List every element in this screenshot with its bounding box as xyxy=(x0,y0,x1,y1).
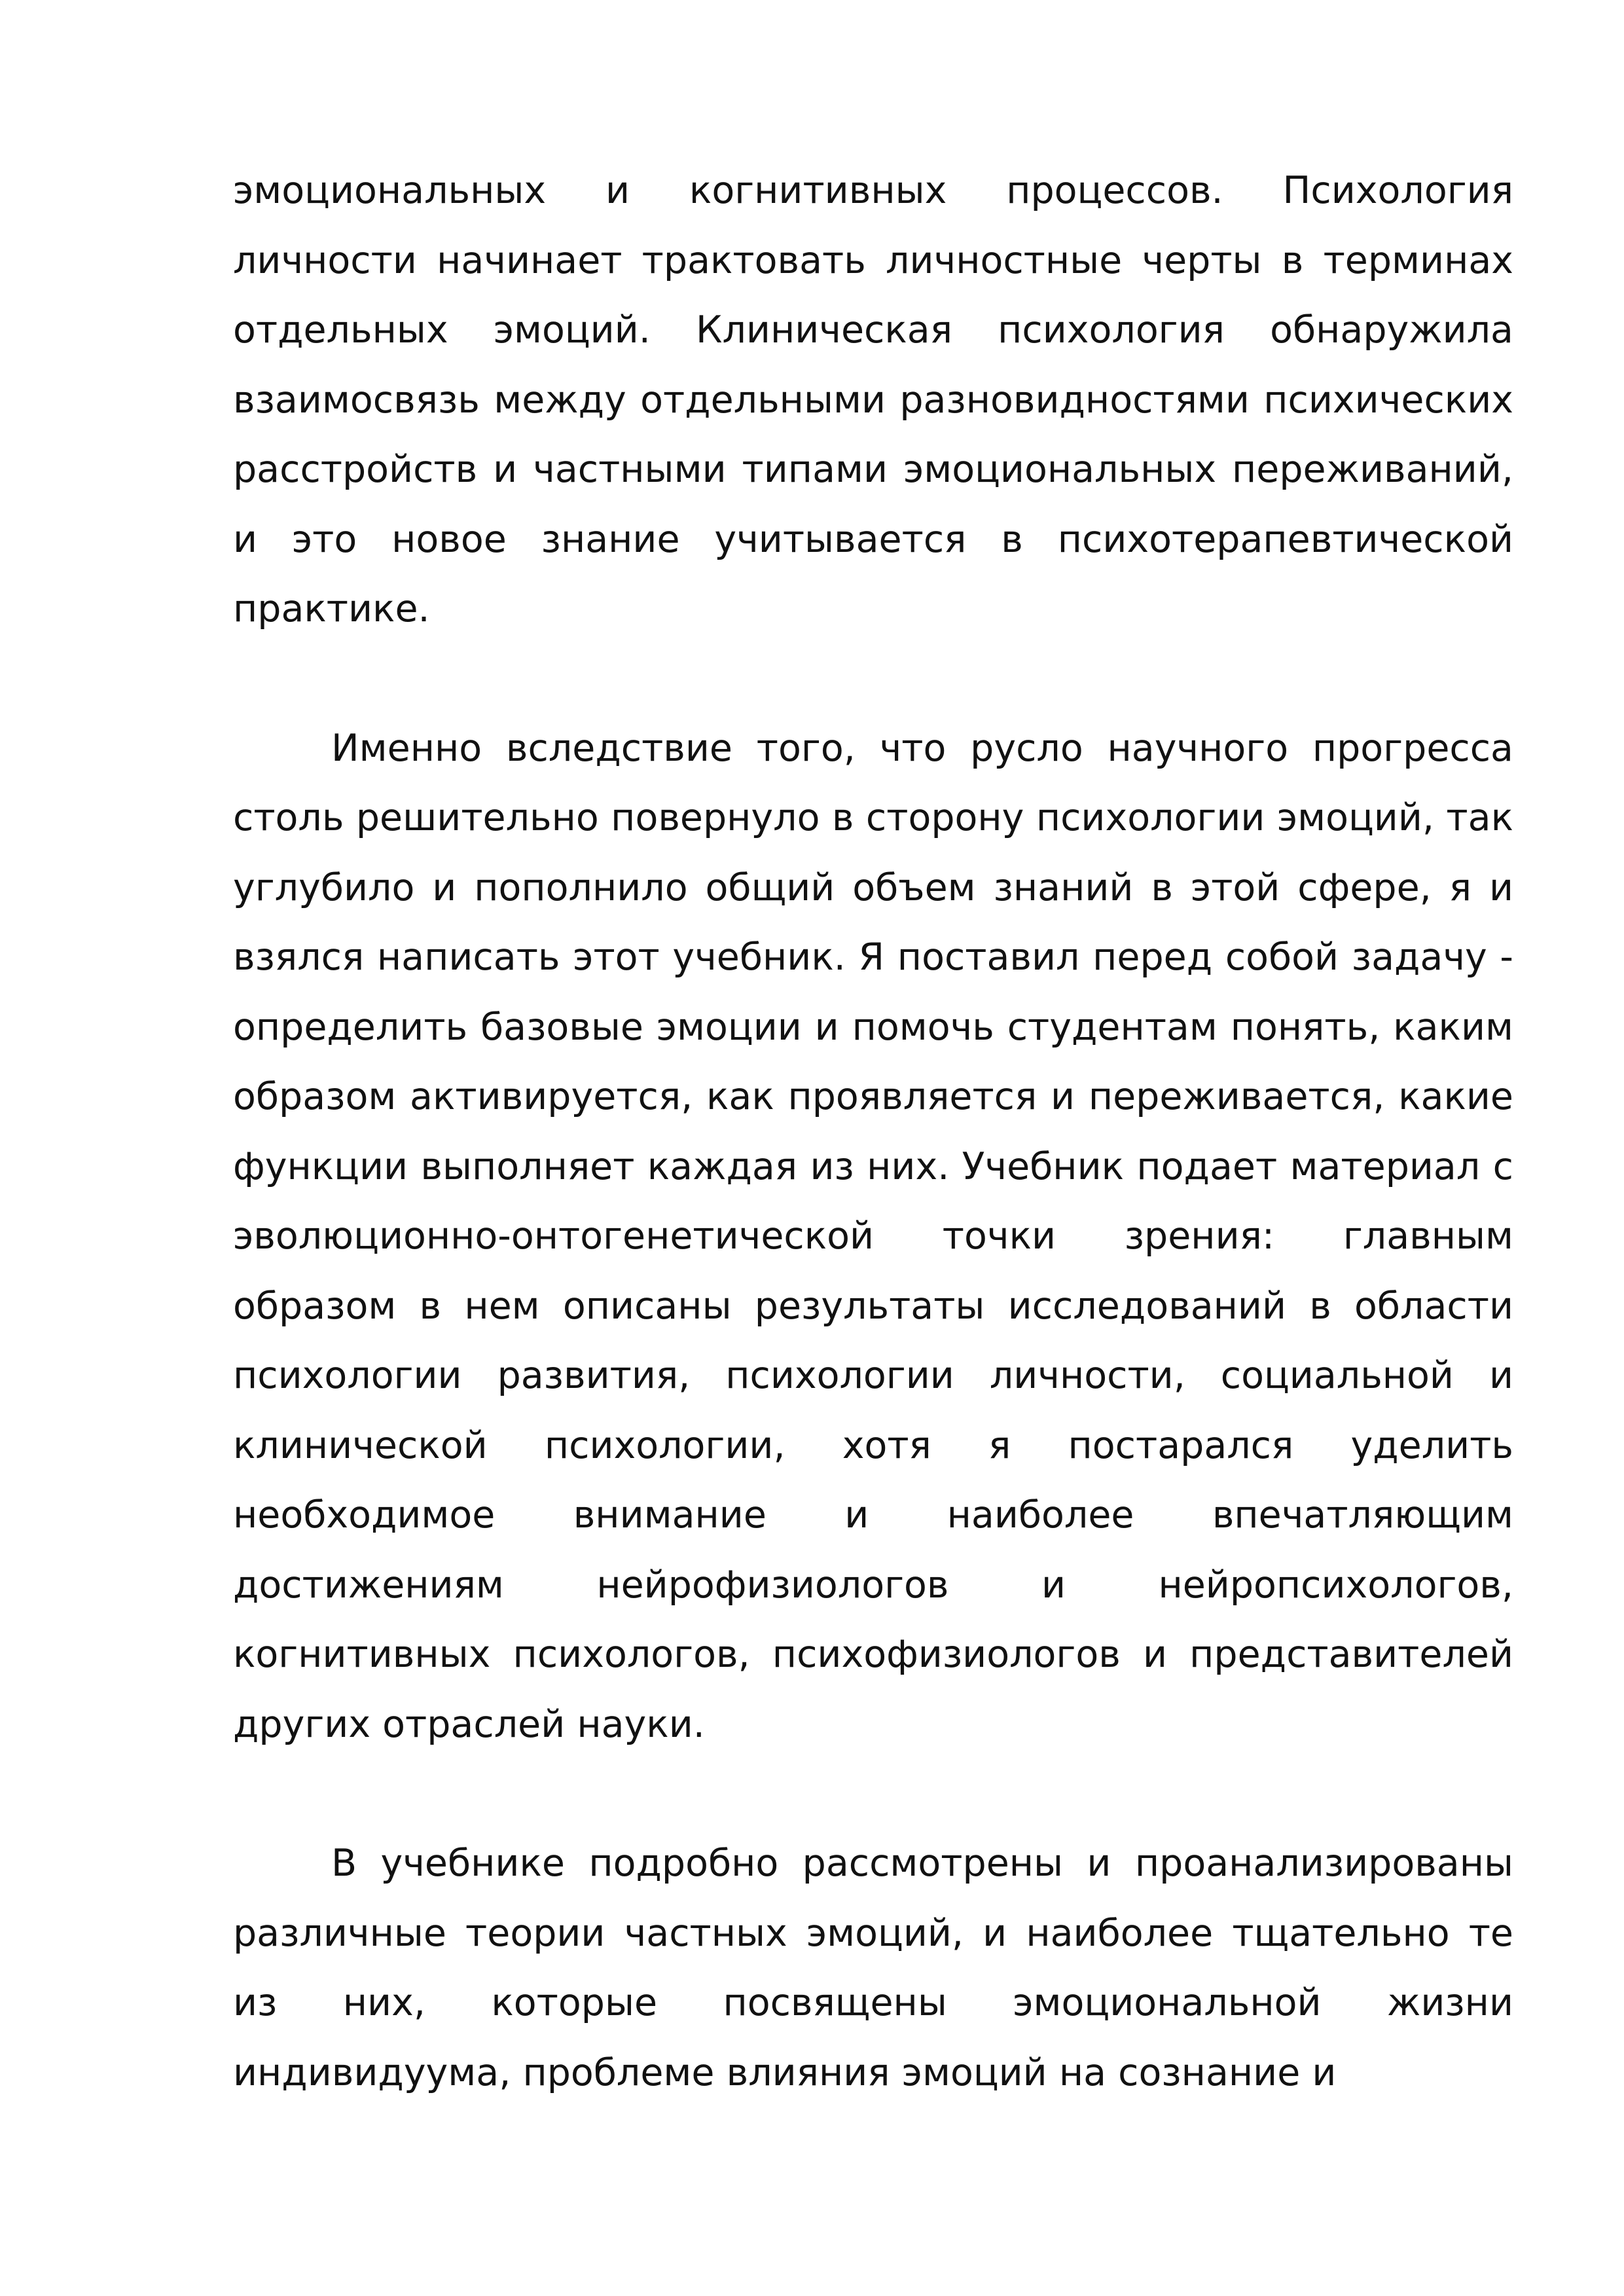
paragraph-spacer xyxy=(233,1759,1513,1829)
paragraph-textbook-purpose: Именно вследствие того, что русло научного прогресса столь решительно повернуло в сторону психологии эмоций, так углубило и пополнило общий объем знаний в этой сфере, я и взялся написать этот учебник. Я поставил перед собой задачу - определить базовые эмоции и помочь студентам понять, каким образом активируется, как проявляется и переживается, какие функции выполняет каждая из них. Учебник подает материал с эволюционно-онтогенетической точки зрения: главным образом в нем описаны результаты исследований в области психологии развития, психологии личности, социальной и клинической психологии, хотя я постарался уделить необходимое внимание и наиболее впечатляющим достижениям нейрофизиологов и нейропсихологов, когнитивных психологов, психофизиологов и представителей других отраслей науки. xyxy=(233,726,1513,1746)
document-page xyxy=(233,156,1513,2107)
paragraph-continuation: эмоциональных и когнитивных процессов. Психология личности начинает трактовать личностные черты в терминах отдельных эмоций. Клиническая психология обнаружила взаимосвязь между отдельными разновидностями психических расстройств и частными типами эмоциональных переживаний, и это новое знание учитывается в психотерапевтической практике. xyxy=(233,169,1513,630)
paragraph-spacer xyxy=(233,644,1513,714)
paragraph-theories: В учебнике подробно рассмотрены и проанализированы различные теории частных эмоций, и наиболее тщательно те из них, которые посвящены эмоциональной жизни индивидуума, проблеме влияния эмоций на сознание и xyxy=(233,1842,1513,2094)
